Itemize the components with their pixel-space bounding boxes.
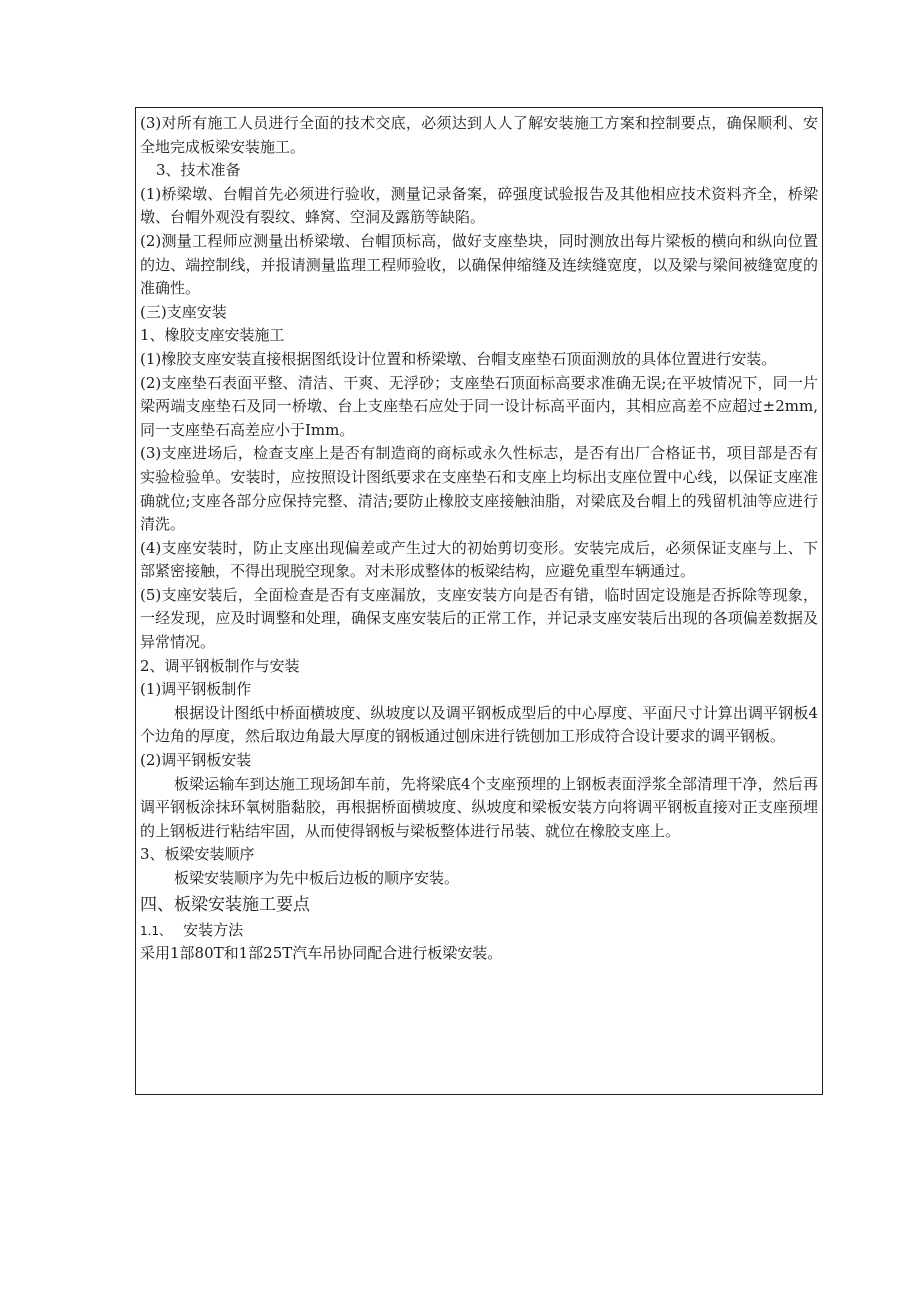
paragraph-pier-acceptance: (1)桥梁墩、台帽首先必须进行验收，测量记录备案，碎强度试验报告及其他相应技术资料齐全，桥梁墩、台帽外观没有裂纹、蜂窝、空洞及露筋等缺陷。 [140,184,818,227]
method-heading [140,919,818,942]
heading-leveling-plate-fabrication: (1)调平钢板制作 [140,680,252,699]
paragraph-bearing-check: (5)支座安装后，全面检查是否有支座漏放，支座安装方向是否有错，临时固定设施是否拆除等现象，一经发现，应及时调整和处理，确保支座安装后的正常工作，并记录支座安装后出现的各项偏差数据及异常情况。 [140,585,818,652]
paragraph-crane-method: 采用1部80T和1部25T汽车吊协同配合进行板梁安装。 [140,943,503,962]
paragraph-bearing-inspection: (3)支座进场后，检查支座上是否有制造商的商标或永久性标志，是否有出厂合格证书，项目部是否有实验检验单。安装时，应按照设计图纸要求在支座垫石和支座上均标出支座位置中心线，以保证支座准确就位;支座各部分应保持完整、清洁;要防止橡胶支座接触油脂，对梁底及台帽上的残留机油等应进行清洗。 [140,444,818,534]
paragraph-bearing-pad-surface: (2)支座垫石表面平整、清洁、干爽、无浮砂；支座垫石顶面标高要求准确无误;在平坡情况下，同一片梁两端支座垫石及同一桥墩、台上支座垫石应处于同一设计标高平面内，其相应高差不应超过±2mm,同一支座垫石高差应小于Imm。 [140,373,818,439]
paragraph-installation-sequence: 板梁安装顺序为先中板后边板的顺序安装。 [174,869,460,887]
method-number: 1.1、 [140,923,172,938]
document-frame [135,107,823,1095]
heading-rubber-bearing: 1、橡胶支座安装施工 [140,326,285,345]
paragraph-technical-briefing: (3)对所有施工人员进行全面的技术交底，必须达到人人了解安装施工方案和控制要点，确保顺利、安全地完成板梁安装施工。 [140,114,818,156]
heading-technical-preparation: 3、技术准备 [156,161,241,180]
paragraph-survey-elevation: (2)测量工程师应测量出桥梁墩、台帽顶标高，做好支座垫块，同时测放出每片梁板的横向和纵向位置的边、端控制线，并报请测量监理工程师验收，以确保伸缩缝及连续缝宽度，以及梁与梁间被缝宽度的准确性。 [140,231,818,298]
paragraph-leveling-plate-fabrication: 根据设计图纸中桥面横坡度、纵坡度以及调平钢板成型后的中心厚度、平面尺寸计算出调平钢板4个边角的厚度，然后取边角最大厚度的钢板通过刨床进行铣刨加工形成符合设计要求的调平钢板。 [140,703,818,746]
paragraph-leveling-plate-installation: 板梁运输车到达施工现场卸车前，先将梁底4个支座预埋的上钢板表面浮浆全部清理干净，然后再调平钢板涂抹环氧树脂黏胶，再根据桥面横坡度、纵坡度和梁板安装方向将调平钢板直接对正支座预埋的上钢板进行粘结牢固，从而使得钢板与梁板整体进行吊装、就位在橡胶支座上。 [140,774,818,840]
section-heading: 四、板梁安装施工要点 [140,894,310,915]
heading-leveling-plate-installation: (2)调平钢板安装 [140,751,252,770]
heading-bearing-installation: (三)支座安装 [140,302,227,321]
paragraph-bearing-deviation: (4)支座安装时，防止支座出现偏差或产生过大的初始剪切变形。安装完成后，必须保证支座与上、下部紧密接触，不得出现脱空现象。对未形成整体的板梁结构，应避免重型车辆通过。 [140,538,818,581]
heading-installation-sequence: 3、板梁安装顺序 [140,845,255,864]
heading-leveling-plate: 2、调平钢板制作与安装 [140,656,300,675]
method-title: 安装方法 [183,920,244,939]
paragraph-rubber-bearing-position: (1)橡胶支座安装直接根据图纸设计位置和桥梁墩、台帽支座垫石顶面测放的具体位置进行安装。 [140,349,777,368]
